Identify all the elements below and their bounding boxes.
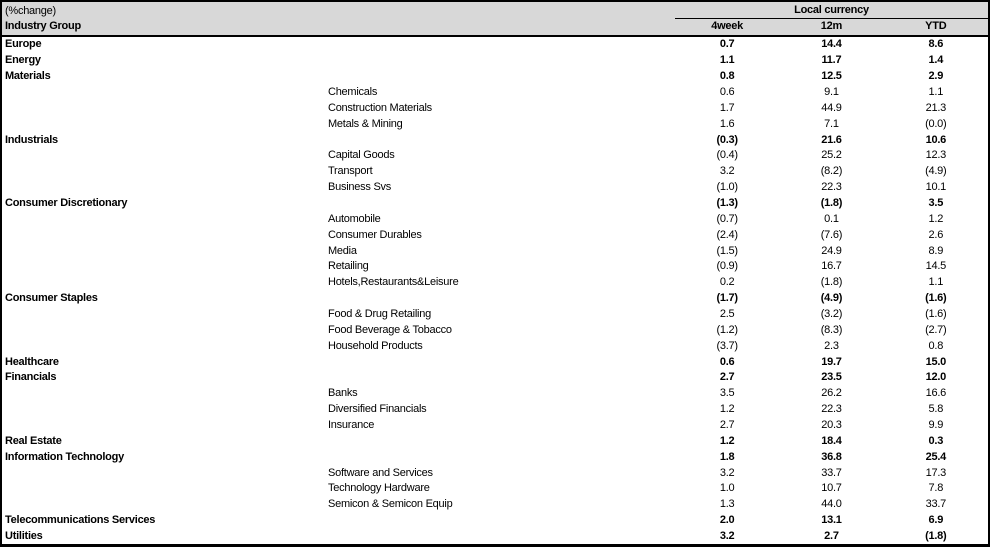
value-4week: (0.9) — [716, 260, 738, 273]
table-row — [2, 401, 988, 417]
sub-industry-label: Food Beverage & Tobacco — [328, 323, 452, 336]
value-ytd: (1.6) — [925, 308, 947, 321]
value-12m: 33.7 — [821, 466, 842, 479]
value-4week: (1.0) — [716, 181, 738, 194]
value-4week: 2.5 — [719, 308, 735, 321]
value-12m: 19.7 — [821, 355, 842, 368]
value-ytd: 15.0 — [925, 355, 946, 368]
value-12m: 18.4 — [821, 434, 842, 447]
table-row — [2, 417, 988, 433]
table-row — [2, 385, 988, 401]
sub-industry-label: Automobile — [328, 212, 381, 225]
sub-industry-label: Media — [328, 244, 357, 257]
value-ytd: 8.9 — [928, 244, 944, 257]
table-row — [2, 37, 988, 53]
value-ytd: 12.0 — [925, 371, 946, 384]
table-row — [2, 290, 988, 306]
value-ytd: 3.5 — [928, 197, 944, 210]
value-12m: 21.6 — [821, 133, 842, 146]
value-12m: 7.1 — [824, 117, 839, 130]
table-row — [2, 465, 988, 481]
value-4week: 1.0 — [719, 482, 735, 495]
value-12m: (8.2) — [820, 165, 843, 178]
value-ytd: 25.4 — [925, 450, 946, 463]
value-ytd: 2.6 — [928, 228, 944, 241]
value-4week: 1.8 — [719, 450, 735, 463]
sub-industry-label: Insurance — [328, 419, 375, 432]
industry-group-label: Telecommunications Services — [5, 514, 156, 527]
value-12m: 26.2 — [821, 387, 842, 400]
value-ytd: 1.1 — [928, 276, 944, 289]
table-row — [2, 496, 988, 512]
value-4week: 3.2 — [719, 530, 735, 543]
value-12m: (4.9) — [820, 292, 843, 305]
value-4week: 2.0 — [719, 514, 735, 527]
table-row — [2, 528, 988, 544]
value-12m: 22.3 — [821, 181, 842, 194]
table-row — [2, 100, 988, 116]
value-12m: 10.7 — [821, 482, 842, 495]
column-header-4week: 4week — [711, 20, 744, 33]
table-row — [2, 52, 988, 68]
value-ytd: 5.8 — [928, 403, 944, 416]
table-header — [2, 2, 988, 37]
value-12m: (1.8) — [820, 276, 843, 289]
table-row — [2, 163, 988, 179]
industry-group-label: Real Estate — [5, 434, 62, 447]
value-ytd: 0.3 — [928, 434, 944, 447]
value-4week: 3.2 — [719, 466, 735, 479]
value-4week: (3.7) — [716, 339, 738, 352]
value-12m: 22.3 — [821, 403, 842, 416]
sub-industry-label: Diversified Financials — [328, 403, 427, 416]
sub-industry-label: Business Svs — [328, 181, 392, 194]
value-4week: 2.7 — [719, 371, 735, 384]
value-12m: 13.1 — [821, 514, 842, 527]
table-row — [2, 512, 988, 528]
table-row — [2, 211, 988, 227]
value-12m: 11.7 — [821, 54, 842, 67]
value-ytd: 6.9 — [928, 514, 944, 527]
table-body — [2, 37, 988, 545]
value-ytd: 1.1 — [928, 86, 944, 98]
industry-group-label: Information Technology — [5, 450, 124, 463]
value-ytd: 16.6 — [925, 387, 946, 400]
value-4week: 1.3 — [719, 498, 735, 511]
value-12m: 44.9 — [821, 101, 842, 114]
value-12m: (1.8) — [820, 197, 843, 210]
table-row — [2, 116, 988, 132]
value-ytd: 8.6 — [928, 38, 944, 51]
table-row — [2, 449, 988, 465]
table-row — [2, 433, 988, 449]
row-header-label: Industry Group — [5, 20, 81, 33]
sub-industry-label: Capital Goods — [328, 149, 395, 162]
value-12m: 9.1 — [824, 86, 839, 98]
value-ytd: (0.0) — [925, 117, 947, 130]
column-header-ytd: YTD — [925, 20, 947, 33]
industry-group-label: Consumer Staples — [5, 292, 98, 305]
table-row — [2, 259, 988, 275]
value-4week: 0.8 — [719, 70, 735, 83]
value-4week: (0.4) — [716, 149, 738, 162]
header-row-top — [2, 2, 988, 18]
value-4week: 1.6 — [719, 117, 735, 130]
value-ytd: 1.4 — [928, 54, 944, 67]
table-row — [2, 306, 988, 322]
value-ytd: 14.5 — [925, 260, 946, 273]
value-4week: 3.2 — [719, 165, 735, 178]
table-row — [2, 84, 988, 100]
value-12m: 16.7 — [821, 260, 842, 273]
industry-group-label: Financials — [5, 371, 57, 384]
sub-industry-label: Retailing — [328, 260, 369, 273]
sub-industry-label: Semicon & Semicon Equip — [328, 498, 453, 511]
industry-group-label: Consumer Discretionary — [5, 197, 128, 210]
value-12m: 20.3 — [821, 419, 842, 432]
value-ytd: 7.8 — [928, 482, 944, 495]
value-12m: (8.3) — [820, 323, 843, 336]
value-12m: 12.5 — [821, 70, 842, 83]
value-ytd: 10.1 — [925, 181, 946, 194]
table-row — [2, 370, 988, 386]
value-ytd: 0.8 — [928, 339, 944, 352]
value-4week: 1.7 — [719, 101, 735, 114]
value-12m: 23.5 — [821, 371, 842, 384]
value-4week: 0.7 — [719, 38, 735, 51]
table-row — [2, 354, 988, 370]
value-4week: 0.2 — [719, 276, 735, 289]
table-row — [2, 68, 988, 84]
table-row — [2, 148, 988, 164]
sub-industry-label: Transport — [328, 165, 373, 178]
sub-industry-label: Banks — [328, 387, 358, 400]
value-12m: 14.4 — [821, 38, 842, 51]
sub-industry-label: Software and Services — [328, 466, 433, 479]
value-4week: (0.7) — [716, 212, 738, 225]
value-4week: 3.5 — [719, 387, 735, 400]
value-4week: 0.6 — [719, 86, 735, 98]
corner-label: (%change) — [5, 4, 56, 17]
industry-group-label: Materials — [5, 70, 51, 83]
column-group-label: Local currency — [675, 2, 988, 19]
value-12m: 25.2 — [821, 149, 842, 162]
sub-industry-label: Consumer Durables — [328, 228, 422, 241]
table-row — [2, 227, 988, 243]
value-ytd: (1.6) — [925, 292, 947, 305]
value-12m: 44.0 — [821, 498, 842, 511]
industry-group-label: Industrials — [5, 133, 58, 146]
value-4week: (1.3) — [716, 197, 738, 210]
value-4week: (2.4) — [716, 228, 738, 241]
value-4week: (1.7) — [716, 292, 738, 305]
value-12m: 0.1 — [824, 212, 839, 225]
sub-industry-label: Hotels,Restaurants&Leisure — [328, 276, 459, 289]
value-ytd: 17.3 — [925, 466, 946, 479]
table-row — [2, 481, 988, 497]
value-ytd: 10.6 — [925, 133, 946, 146]
table-row — [2, 322, 988, 338]
value-4week: 1.2 — [719, 434, 735, 447]
value-ytd: 21.3 — [925, 101, 946, 114]
sub-industry-label: Technology Hardware — [328, 482, 430, 495]
value-ytd: (1.8) — [925, 530, 947, 543]
value-4week: 0.6 — [719, 355, 735, 368]
value-4week: 1.2 — [719, 403, 735, 416]
column-header-12m: 12m — [820, 20, 843, 33]
value-4week: (1.5) — [716, 244, 738, 257]
table-row — [2, 274, 988, 290]
value-ytd: (4.9) — [925, 165, 947, 178]
value-ytd: 33.7 — [925, 498, 946, 511]
table-row — [2, 132, 988, 148]
table-row — [2, 179, 988, 195]
industry-group-label: Energy — [5, 54, 41, 67]
sub-industry-label: Chemicals — [328, 86, 378, 98]
sub-industry-label: Construction Materials — [328, 101, 432, 114]
value-12m: (7.6) — [820, 228, 843, 241]
value-4week: (0.3) — [716, 133, 738, 146]
value-ytd: 2.9 — [928, 70, 944, 83]
sub-industry-label: Food & Drug Retailing — [328, 308, 431, 321]
sub-industry-label: Household Products — [328, 339, 423, 352]
value-12m: 2.3 — [824, 339, 839, 352]
industry-group-label: Healthcare — [5, 355, 59, 368]
table-row — [2, 195, 988, 211]
value-12m: 24.9 — [821, 244, 842, 257]
value-12m: 2.7 — [824, 530, 839, 543]
table-row — [2, 243, 988, 259]
value-ytd: 1.2 — [928, 212, 944, 225]
value-12m: (3.2) — [820, 308, 843, 321]
value-ytd: 12.3 — [925, 149, 946, 162]
value-12m: 36.8 — [821, 450, 842, 463]
industry-group-label: Europe — [5, 38, 42, 51]
industry-group-label: Utilities — [5, 530, 43, 543]
table-row — [2, 338, 988, 354]
header-row-columns — [2, 18, 988, 35]
value-ytd: (2.7) — [925, 323, 947, 336]
value-4week: 1.1 — [719, 54, 735, 67]
value-4week: (1.2) — [716, 323, 738, 336]
value-ytd: 9.9 — [928, 419, 944, 432]
value-4week: 2.7 — [719, 419, 735, 432]
sub-industry-label: Metals & Mining — [328, 117, 403, 130]
